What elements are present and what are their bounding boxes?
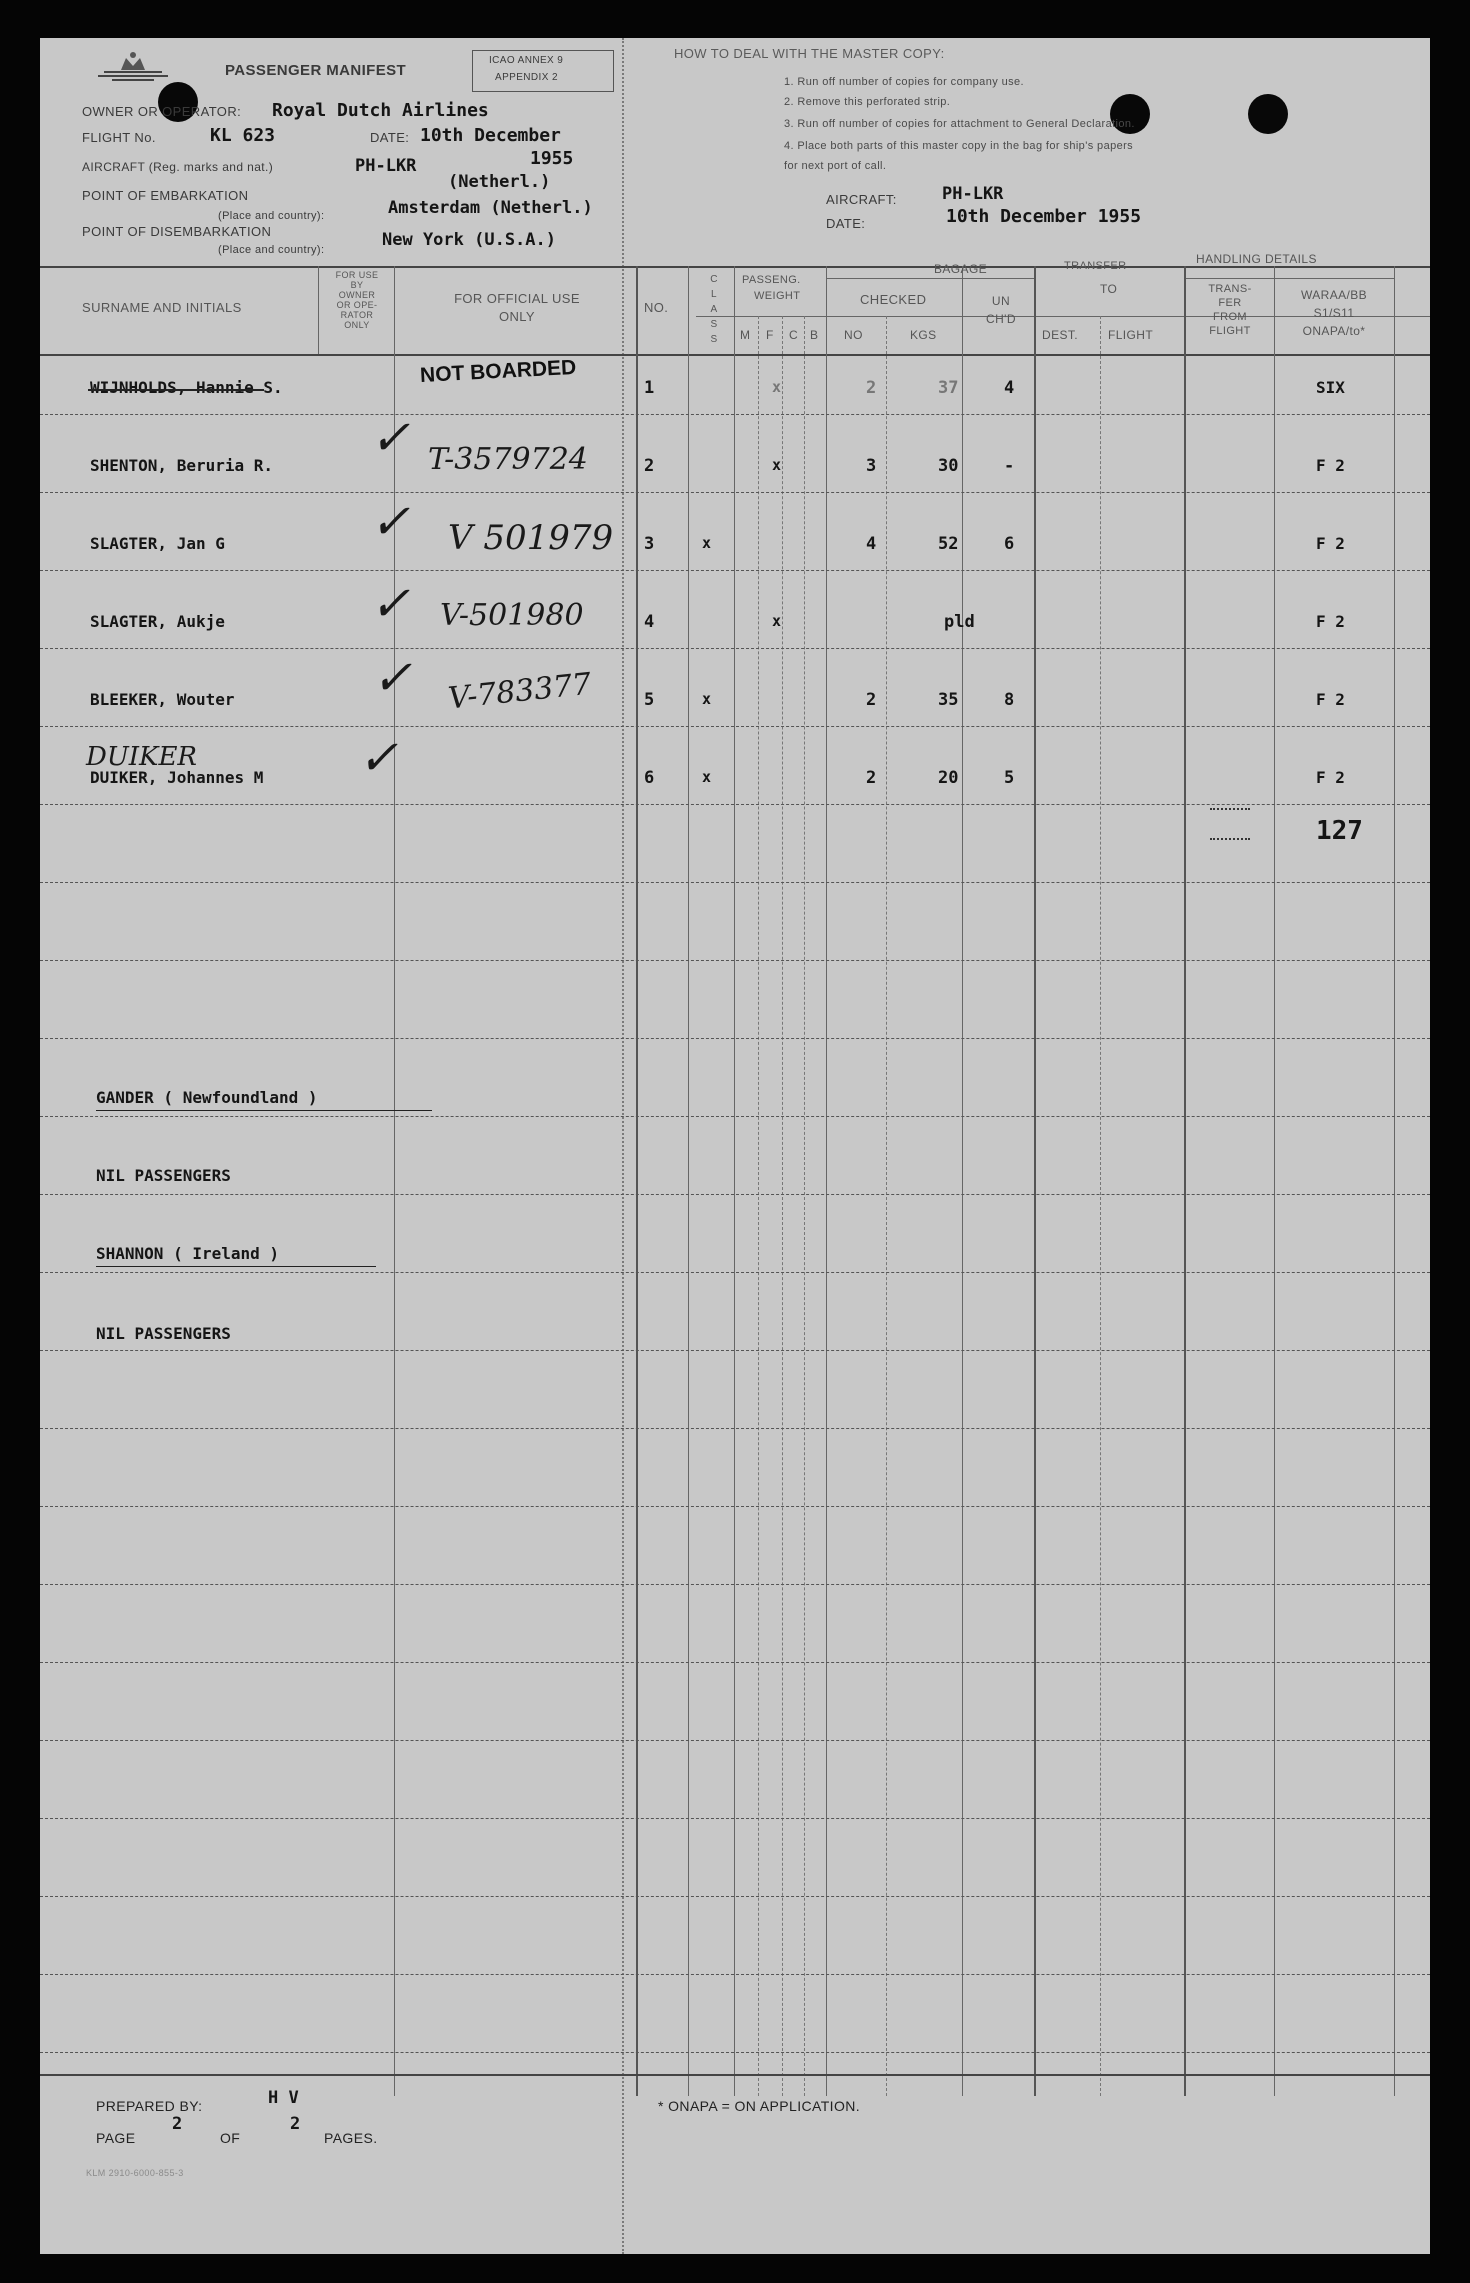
aircraft-nationality: (Netherl.) [448,172,551,192]
klm-crown-logo [88,50,178,95]
underline [96,1266,376,1267]
strip-date-label: DATE: [826,216,866,231]
header-line: FROM [1213,311,1247,323]
total-kgs: 127 [1316,816,1363,846]
bag-count: 2 [866,378,877,398]
bag-kgs: 35 [938,690,959,710]
icao-box [472,50,614,92]
passenger-no: 6 [644,768,655,788]
passenger-no: 1 [644,378,655,398]
row-rule [40,1818,1430,1819]
official-ticket-no: V-501980 [440,598,584,633]
col-divider [318,266,319,354]
flight-value: KL 623 [210,125,276,146]
col-divider [1274,266,1275,2096]
passenger-name: BLEEKER, Wouter [90,690,235,709]
col-header-dest: DEST. [1042,328,1079,342]
col-header-flight: FLIGHT [1108,328,1154,342]
unchecked-bags: 4 [1004,378,1015,398]
bag-kgs: 37 [938,378,959,398]
date-value: 10th December [420,125,561,146]
disembark-sub: (Place and country): [218,244,325,256]
header-line: FOR USE [335,270,379,280]
unchecked-bags: 8 [1004,690,1015,710]
embark-label: POINT OF EMBARKATION [82,188,249,203]
col-divider [688,266,689,2096]
perforation-line [622,38,624,2254]
instruction-3: 3. Run off number of copies for attachment to General Declaration. [784,118,1135,130]
row-rule [40,648,1430,649]
unchecked-bags: 5 [1004,768,1015,788]
col-header-transfer: TRANSFER [1064,260,1127,272]
header-bottom-rule [40,354,1430,356]
official-ticket-no: V 501979 [448,518,614,558]
bag-count: 3 [866,456,877,476]
passenger-no: 2 [644,456,655,476]
col-header-waraa [1278,286,1390,340]
header-line: S [710,319,718,330]
unchecked-bags: - [1004,456,1015,476]
col-divider [636,266,638,2096]
handling-detail: F 2 [1316,768,1345,787]
col-header-checked: CHECKED [860,292,927,307]
manifest-sheet [40,38,1430,2254]
underline [96,1110,432,1111]
header-line: OR OPE- [336,300,378,310]
header-line: L [711,289,717,300]
flight-label: FLIGHT No. [82,130,156,145]
name-correction: DUIKER [86,742,198,772]
date-label: DATE: [370,130,410,145]
aircraft-label: AIRCRAFT (Reg. marks and nat.) [82,160,274,174]
aircraft-value: PH-LKR [355,156,417,176]
passenger-no: 4 [644,612,655,632]
weight-mark: x [702,690,712,708]
row-rule [40,414,1430,415]
pages-total: 2 [290,2114,301,2134]
row-rule [40,2052,1430,2053]
unchecked-bags: 6 [1004,534,1015,554]
row-rule [40,1662,1430,1663]
bag-kgs: 30 [938,456,959,476]
row-rule [40,726,1430,727]
bag-count: 2 [866,690,877,710]
row-rule [40,1194,1430,1195]
footnote-onapa: * ONAPA = ON APPLICATION. [658,2098,861,2114]
col-header-surname: SURNAME AND INITIALS [82,300,242,315]
date-year: 1955 [530,148,574,169]
handling-detail: SIX [1316,378,1345,397]
row-rule [40,1896,1430,1897]
total-dots [1210,808,1250,810]
passenger-name: DUIKER, Johannes M [90,768,264,787]
handling-detail: F 2 [1316,456,1345,475]
passenger-name: WIJNHOLDS, Hannie S. [90,378,283,397]
row-rule [40,1038,1430,1039]
col-header-owner-use [322,270,392,330]
col-header-weight: WEIGHT [754,290,801,302]
col-header-w-f: F [766,328,774,342]
row-rule [40,1272,1430,1273]
header-line: FER [1218,297,1242,309]
stop-gander-passengers: NIL PASSENGERS [96,1166,231,1185]
header-top-rule [40,266,1430,268]
embark-sub: (Place and country): [218,210,325,222]
weight-mark: x [772,378,782,396]
col-header-class [704,272,724,347]
col-header-transfer-from [1188,282,1272,338]
prepared-value: H V [268,2088,299,2108]
owner-label: OWNER OR OPERATOR: [82,104,242,119]
row-rule [40,1506,1430,1507]
header-line: ONLY [498,309,536,324]
col-divider [886,316,887,2096]
bag-kgs: 20 [938,768,959,788]
instructions-title: HOW TO DEAL WITH THE MASTER COPY: [674,46,945,61]
header-line: A [710,304,718,315]
pages-label: PAGES. [324,2130,378,2146]
official-ticket-no: V-783377 [446,666,594,717]
header-line: BY [350,280,364,290]
not-boarded-stamp: NOT BOARDED [419,355,577,388]
col-divider [782,316,783,2096]
col-divider [1184,266,1186,2096]
row-rule [40,1584,1430,1585]
row-rule [40,492,1430,493]
header-line: OWNER [338,290,376,300]
header-line: S1/S11 [1313,306,1355,320]
checked-rule [826,278,1034,279]
passenger-no: 5 [644,690,655,710]
total-dots [1210,838,1250,840]
instruction-2: 2. Remove this perforated strip. [784,96,951,108]
page-number: 2 [172,2114,183,2134]
embark-value: Amsterdam (Netherl.) [388,198,593,218]
col-divider [826,266,827,2096]
header-line: FLIGHT [1209,325,1251,337]
col-header-w-b: B [810,328,819,342]
col-divider [1034,266,1036,2096]
instruction-5: for next port of call. [784,160,887,172]
page-label: PAGE [96,2130,136,2146]
row-rule [40,804,1430,805]
passenger-name: SLAGTER, Jan G [90,534,225,553]
col-divider [804,316,805,2096]
weight-mark: x [772,612,782,630]
weight-mark: x [702,768,712,786]
row-rule [40,960,1430,961]
disembark-label: POINT OF DISEMBARKATION [82,224,272,239]
strike-through [88,389,264,391]
col-header-unchd [974,292,1028,328]
disembark-value: New York (U.S.A.) [382,230,556,250]
col-header-official [400,290,634,326]
row-rule [40,1974,1430,1975]
passenger-name: SLAGTER, Aukje [90,612,225,631]
col-header-bag-no: NO [844,328,863,342]
header-line: FOR OFFICIAL USE [454,291,580,306]
row-rule [40,1428,1430,1429]
official-ticket-no: T-3579724 [428,442,588,477]
instruction-4: 4. Place both parts of this master copy in the bag for ship's papers [784,140,1134,152]
header-line: ONAPA/to* [1302,324,1366,338]
col-header-kgs: KGS [910,328,937,342]
instruction-1: 1. Run off number of copies for company use. [784,76,1024,88]
col-divider [734,266,735,2096]
row-rule [40,570,1430,571]
boarding-check: ✓ [370,576,411,632]
bag-kgs: 52 [938,534,959,554]
col-divider [1394,266,1395,2096]
strip-aircraft-value: PH-LKR [942,184,1004,204]
passenger-name: SHENTON, Beruria R. [90,456,274,475]
bag-count: 4 [866,534,877,554]
col-divider [758,316,759,2096]
annex-label: ICAO ANNEX 9 [489,55,564,66]
row-rule [40,1740,1430,1741]
passenger-no: 3 [644,534,655,554]
col-divider [962,266,963,2096]
form-title: PASSENGER MANIFEST [225,62,407,79]
footer-rule [40,2074,1430,2076]
col-header-passeng: PASSENG. [742,274,801,286]
header-line: WARAA/BB [1300,288,1368,302]
header-line: ONLY [344,320,370,330]
boarding-check: ✓ [370,410,411,466]
header-line: S [710,334,718,345]
col-header-to: TO [1100,282,1118,296]
handling-detail: F 2 [1316,612,1345,631]
row-rule [40,1350,1430,1351]
col-header-w-c: C [789,328,799,342]
owner-value: Royal Dutch Airlines [272,100,489,121]
weight-mark: x [772,456,782,474]
prepared-label: PREPARED BY: [96,2098,203,2114]
strip-aircraft-label: AIRCRAFT: [826,192,897,207]
header-line: C [710,274,718,285]
bag-count: 2 [866,768,877,788]
handling-detail: F 2 [1316,690,1345,709]
punch-hole [1248,94,1288,134]
boarding-check: ✓ [372,650,413,706]
header-line: CH'D [986,312,1016,326]
col-header-bagage: BAGAGE [934,262,988,276]
stop-gander: GANDER ( Newfoundland ) [96,1088,318,1107]
boarding-check: ✓ [358,730,399,786]
header-line: RATOR [340,310,374,320]
stop-shannon: SHANNON ( Ireland ) [96,1244,280,1263]
strip-date-value: 10th December 1955 [946,206,1142,227]
col-header-no: NO. [644,300,669,315]
weight-mark: x [702,534,712,552]
col-divider [1100,316,1101,2096]
form-code: KLM 2910-6000-855-3 [86,2168,184,2178]
col-header-handling: HANDLING DETAILS [1196,252,1317,266]
row-rule [40,1116,1430,1117]
handling-detail: F 2 [1316,534,1345,553]
stop-shannon-passengers: NIL PASSENGERS [96,1324,231,1343]
row-rule [40,882,1430,883]
appendix-label: APPENDIX 2 [495,72,558,83]
header-mid-rule [1184,278,1394,279]
col-header-w-m: M [740,328,751,342]
header-line: TRANS- [1208,283,1252,295]
bag-kgs: pld [944,612,975,632]
boarding-check: ✓ [370,494,411,550]
header-line: UN [991,294,1011,308]
of-label: OF [220,2130,241,2146]
